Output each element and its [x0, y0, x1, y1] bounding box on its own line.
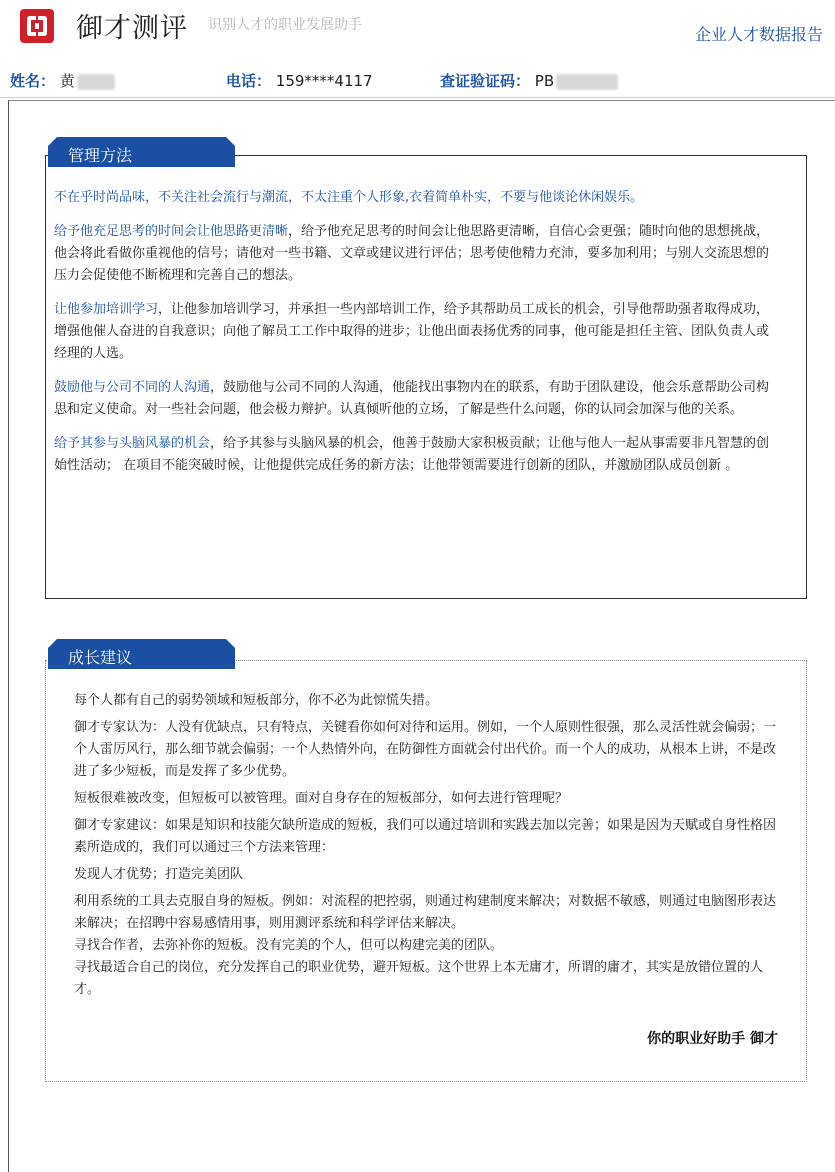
management-item-lead: 鼓励他与公司不同的人沟通 [54, 380, 211, 395]
phone-field [226, 70, 373, 91]
verification-code-value: PB [534, 72, 555, 90]
growth-paragraph: 每个人都有自己的弱势领域和短板部分，你不必为此惊慌失措。 [74, 693, 439, 708]
management-item [54, 221, 774, 287]
brand-logo-icon [20, 9, 54, 43]
name-label: 姓名： [10, 72, 56, 90]
management-section-title: 管理方法 [48, 137, 235, 167]
growth-content [74, 690, 780, 1006]
management-item [54, 433, 774, 477]
brand-name: 御才测评 [76, 13, 188, 44]
name-field [10, 70, 115, 91]
management-item-lead: 给予其参与头脑风暴的机会 [54, 436, 211, 451]
code-redaction [556, 74, 618, 90]
verification-code-field [440, 70, 618, 91]
management-item [54, 299, 774, 365]
management-item-text: ，鼓励他与公司不同的人沟通，他能找出事物内在的联系，有助于团队建设，他会乐意帮助公司构思和定义使命。对一些社会问题，他会极力辩护。认真倾听他的立场，了解是些什么问题，你的认同会加深与他的关系。 [54, 380, 770, 417]
brand-tagline: 识别人才的职业发展助手 [208, 17, 362, 33]
management-item-text: ，给予他充足思考的时间会让他思路更清晰，自信心会更强；随时向他的思想挑战，他会将此看做你重视他的信号；请他对一些书籍、文章或建议进行评估；思考使他精力充沛，要多加利用；与别人交流思想的压力会促使他不断梳理和完善自己的想法。 [54, 224, 770, 283]
management-item-text: ，给予其参与头脑风暴的机会，他善于鼓励大家积极贡献；让他与他人一起从事需要非凡智慧的创始性活动； 在项目不能突破时候，让他提供完成任务的新方法；让他带领需要进行创新的团队，并激励团队成员创新 。 [54, 436, 770, 473]
verification-code-label: 查证验证码： [440, 72, 531, 90]
management-item-lead: 给予他充足思考的时间会让他思路更清晰 [54, 224, 289, 239]
management-item-text: ，让他参加培训学习，并承担一些内部培训工作，给予其帮助员工成长的机会，引导他帮助强者取得成功，增强他催人奋进的自我意识；向他了解员工工作中取得的进步；让他出面表扬优秀的同事，他可能是担任主管、团队负责人或经理的人选。 [54, 302, 770, 361]
enterprise-report-link[interactable]: 企业人才数据报告 [695, 25, 824, 44]
signature: 你的职业好助手 御才 [647, 1031, 778, 1047]
growth-section-title: 成长建议 [48, 639, 235, 669]
name-value: 黄 [59, 72, 75, 90]
growth-paragraph: 发现人才优势；打造完美团队 [74, 867, 244, 882]
management-content [54, 187, 774, 489]
growth-paragraph: 御才专家认为：人没有优缺点，只有特点，关键看你如何对待和运用。例如，一个人原则性很强，那么灵活性就会偏弱；一个人雷厉风行，那么细节就会偏弱；一个人热情外向，在防御性方面就会付出代价。而一个人的成功，从根本上讲，不是改进了多少短板，而是发挥了多少优势。 [74, 720, 777, 779]
phone-value: 159****4117 [275, 72, 373, 90]
management-item [54, 377, 774, 421]
growth-paragraph: 短板很难被改变，但短板可以被管理。面对自身存在的短板部分，如何去进行管理呢？ [74, 791, 569, 806]
growth-paragraph: 寻找合作者，去弥补你的短板。没有完美的个人，但可以构建完美的团队。 [74, 938, 504, 953]
management-item-lead: 让他参加培训学习 [54, 302, 159, 317]
growth-paragraph: 利用系统的工具去克服自身的短板。例如：对流程的把控弱，则通过构建制度来解决；对数据不敏感，则通过电脑图形表达来解决；在招聘中容易感情用事，则用测评系统和科学评估来解决。 [74, 894, 777, 931]
phone-label: 电话： [226, 72, 272, 90]
page-header [0, 0, 835, 58]
management-intro: 不在乎时尚品味，不关注社会流行与潮流，不太注重个人形象,衣着简单朴实，不要与他谈论休闲娱乐。 [54, 190, 644, 205]
candidate-info-bar [0, 62, 835, 98]
growth-paragraph: 御才专家建议：如果是知识和技能欠缺所造成的短板，我们可以通过培训和实践去加以完善；如果是因为天赋或自身性格因素所造成的，我们可以通过三个方法来管理： [74, 818, 777, 855]
name-redaction [77, 74, 115, 90]
growth-paragraph: 寻找最适合自己的岗位，充分发挥自己的职业优势，避开短板。这个世界上本无庸才，所谓的庸才，其实是放错位置的人才。 [74, 960, 764, 997]
